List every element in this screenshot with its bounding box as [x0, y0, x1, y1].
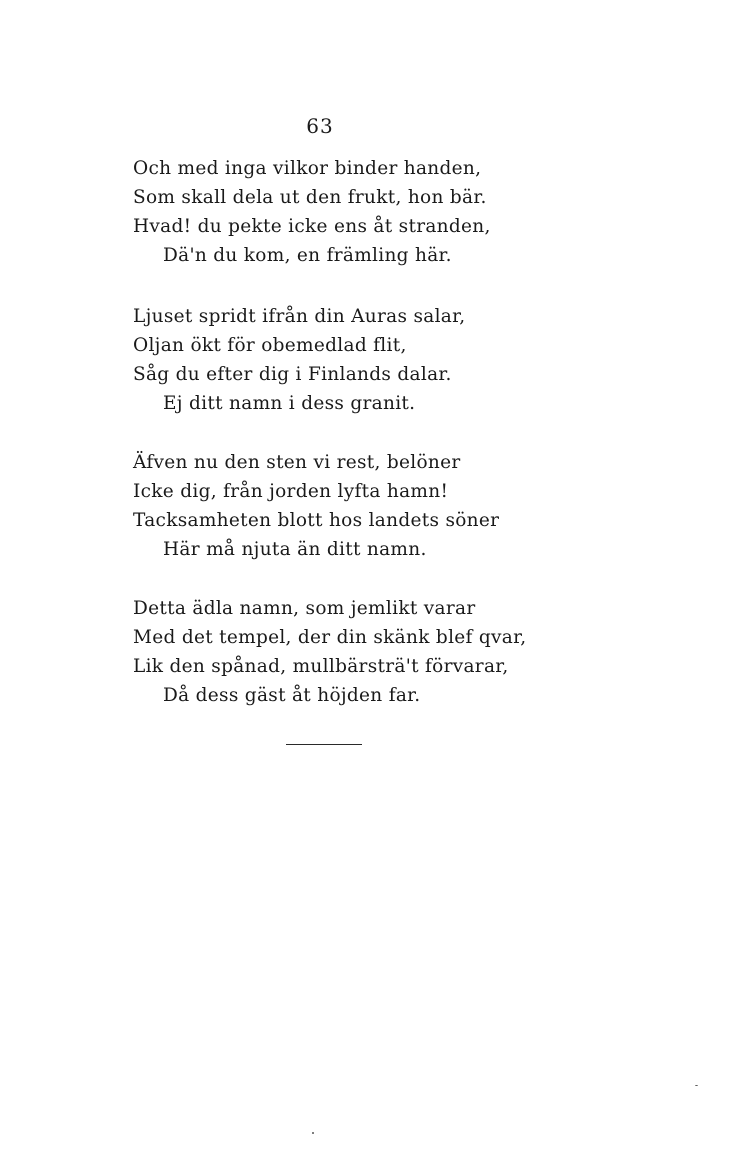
verse-line: Tacksamheten blott hos landets söner — [133, 510, 500, 531]
verse-line: Icke dig, från jorden lyfta hamn! — [133, 481, 449, 502]
stanza — [133, 448, 653, 564]
paper-speck — [695, 1085, 698, 1086]
verse-line: Såg du efter dig i Finlands dalar. — [133, 364, 452, 385]
stanza — [133, 594, 653, 710]
verse-line: Som skall dela ut den frukt, hon bär. — [133, 187, 487, 208]
end-rule-divider — [286, 744, 362, 745]
stanza — [133, 302, 653, 418]
verse-line: Dä'n du kom, en främling här. — [163, 245, 452, 266]
verse-line: Detta ädla namn, som jemlikt varar — [133, 598, 476, 619]
verse-line: Då dess gäst åt höjden far. — [163, 685, 421, 706]
verse-line: Här må njuta än ditt namn. — [163, 539, 427, 560]
verse-line: Ljuset spridt ifrån din Auras salar, — [133, 306, 466, 327]
verse-line: Med det tempel, der din skänk blef qvar, — [133, 627, 527, 648]
verse-line: Oljan ökt för obemedlad flit, — [133, 335, 407, 356]
verse-line: Äfven nu den sten vi rest, belöner — [133, 452, 461, 473]
stanza — [133, 154, 653, 270]
page-number: 63 — [306, 114, 334, 138]
verse-line: Och med inga vilkor binder handen, — [133, 158, 482, 179]
verse-line: Lik den spånad, mullbärsträ't förvarar, — [133, 656, 509, 677]
verse-line: Hvad! du pekte icke ens åt stranden, — [133, 216, 491, 237]
verse-line: Ej ditt namn i dess granit. — [163, 393, 416, 414]
paper-speck — [312, 1132, 314, 1134]
